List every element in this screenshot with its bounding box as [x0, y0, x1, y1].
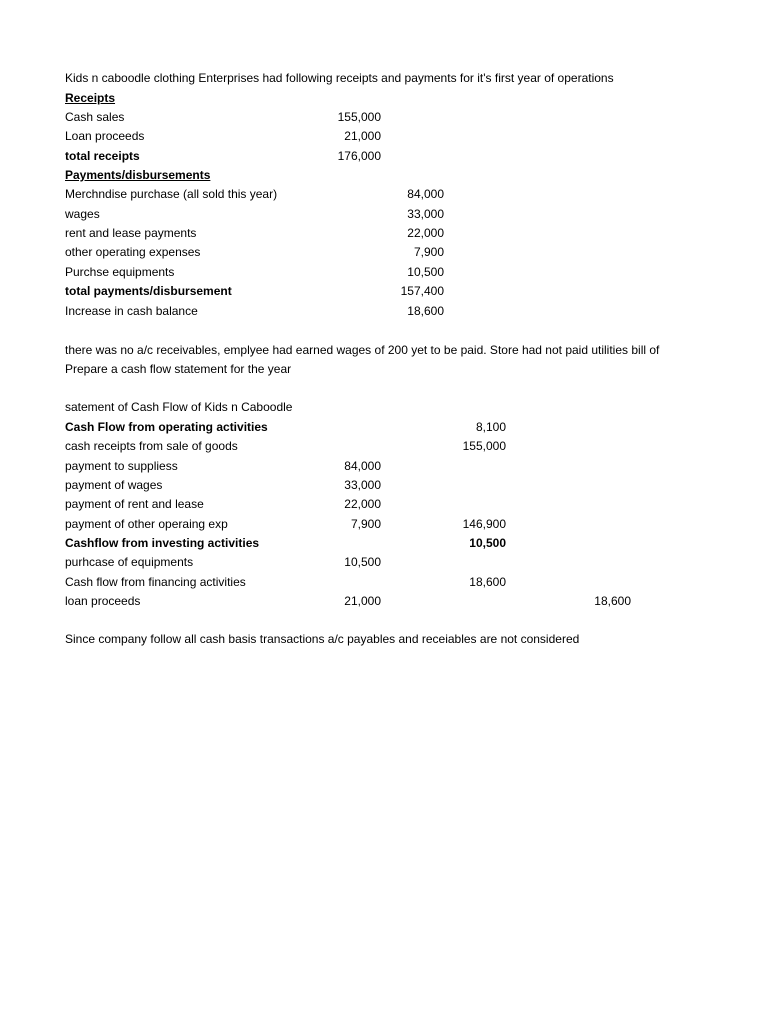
statement-value: 146,900 — [462, 517, 506, 531]
receipt-label: Cash sales — [65, 110, 125, 124]
statement-value: 155,000 — [462, 439, 506, 453]
statement-value: 8,100 — [475, 420, 506, 434]
statement-value: 21,000 — [344, 594, 381, 608]
intro-text: Kids n caboodle clothing Enterprises had following receipts and payments for it's first year of operations — [65, 71, 614, 85]
receipt-value: 155,000 — [337, 110, 381, 124]
statement-label: payment of wages — [65, 478, 163, 492]
payment-label: total payments/disbursement — [65, 284, 232, 298]
statement-value: 18,600 — [594, 594, 631, 608]
payment-value: 22,000 — [407, 226, 444, 240]
conclusion-text: Since company follow all cash basis transactions a/c payables and receiables are not considered — [65, 632, 580, 646]
statement-value: 18,600 — [469, 575, 506, 589]
payment-value: 157,400 — [400, 284, 444, 298]
payment-value: 33,000 — [407, 207, 444, 221]
statement-label: payment to suppliess — [65, 459, 178, 473]
payment-label: other operating expenses — [65, 245, 201, 259]
statement-label: Cash flow from financing activities — [65, 575, 246, 589]
payment-label: Increase in cash balance — [65, 304, 198, 318]
statement-title: satement of Cash Flow of Kids n Caboodle — [65, 400, 293, 414]
receipt-label: Loan proceeds — [65, 129, 145, 143]
statement-label: loan proceeds — [65, 594, 141, 608]
payment-label: Merchndise purchase (all sold this year) — [65, 187, 278, 201]
statement-value: 33,000 — [344, 478, 381, 492]
payment-value: 84,000 — [407, 187, 444, 201]
payment-label: rent and lease payments — [65, 226, 197, 240]
statement-value: 22,000 — [344, 497, 381, 511]
statement-label: Cash Flow from operating activities — [65, 420, 268, 434]
statement-value: 7,900 — [350, 517, 381, 531]
payment-value: 10,500 — [407, 265, 444, 279]
payment-label: wages — [65, 207, 100, 221]
payment-label: Purchse equipments — [65, 265, 175, 279]
receipts-heading: Receipts — [65, 91, 116, 105]
statement-value: 10,500 — [344, 555, 381, 569]
payments-heading: Payments/disbursements — [65, 168, 211, 182]
payment-value: 18,600 — [407, 304, 444, 318]
receipt-label: total receipts — [65, 149, 140, 163]
statement-label: purhcase of equipments — [65, 555, 194, 569]
payment-value: 7,900 — [413, 245, 444, 259]
note-text: Prepare a cash flow statement for the year — [65, 362, 292, 376]
statement-value: 84,000 — [344, 459, 381, 473]
receipt-value: 21,000 — [344, 129, 381, 143]
statement-label: payment of rent and lease — [65, 497, 204, 511]
receipt-value: 176,000 — [337, 149, 381, 163]
statement-value: 10,500 — [469, 536, 506, 550]
statement-label: cash receipts from sale of goods — [65, 439, 238, 453]
statement-label: payment of other operaing exp — [65, 517, 228, 531]
note-text: there was no a/c receivables, emplyee had earned wages of 200 yet to be paid. Store had not paid utilities bill of — [65, 343, 660, 357]
statement-label: Cashflow from investing activities — [65, 536, 260, 550]
